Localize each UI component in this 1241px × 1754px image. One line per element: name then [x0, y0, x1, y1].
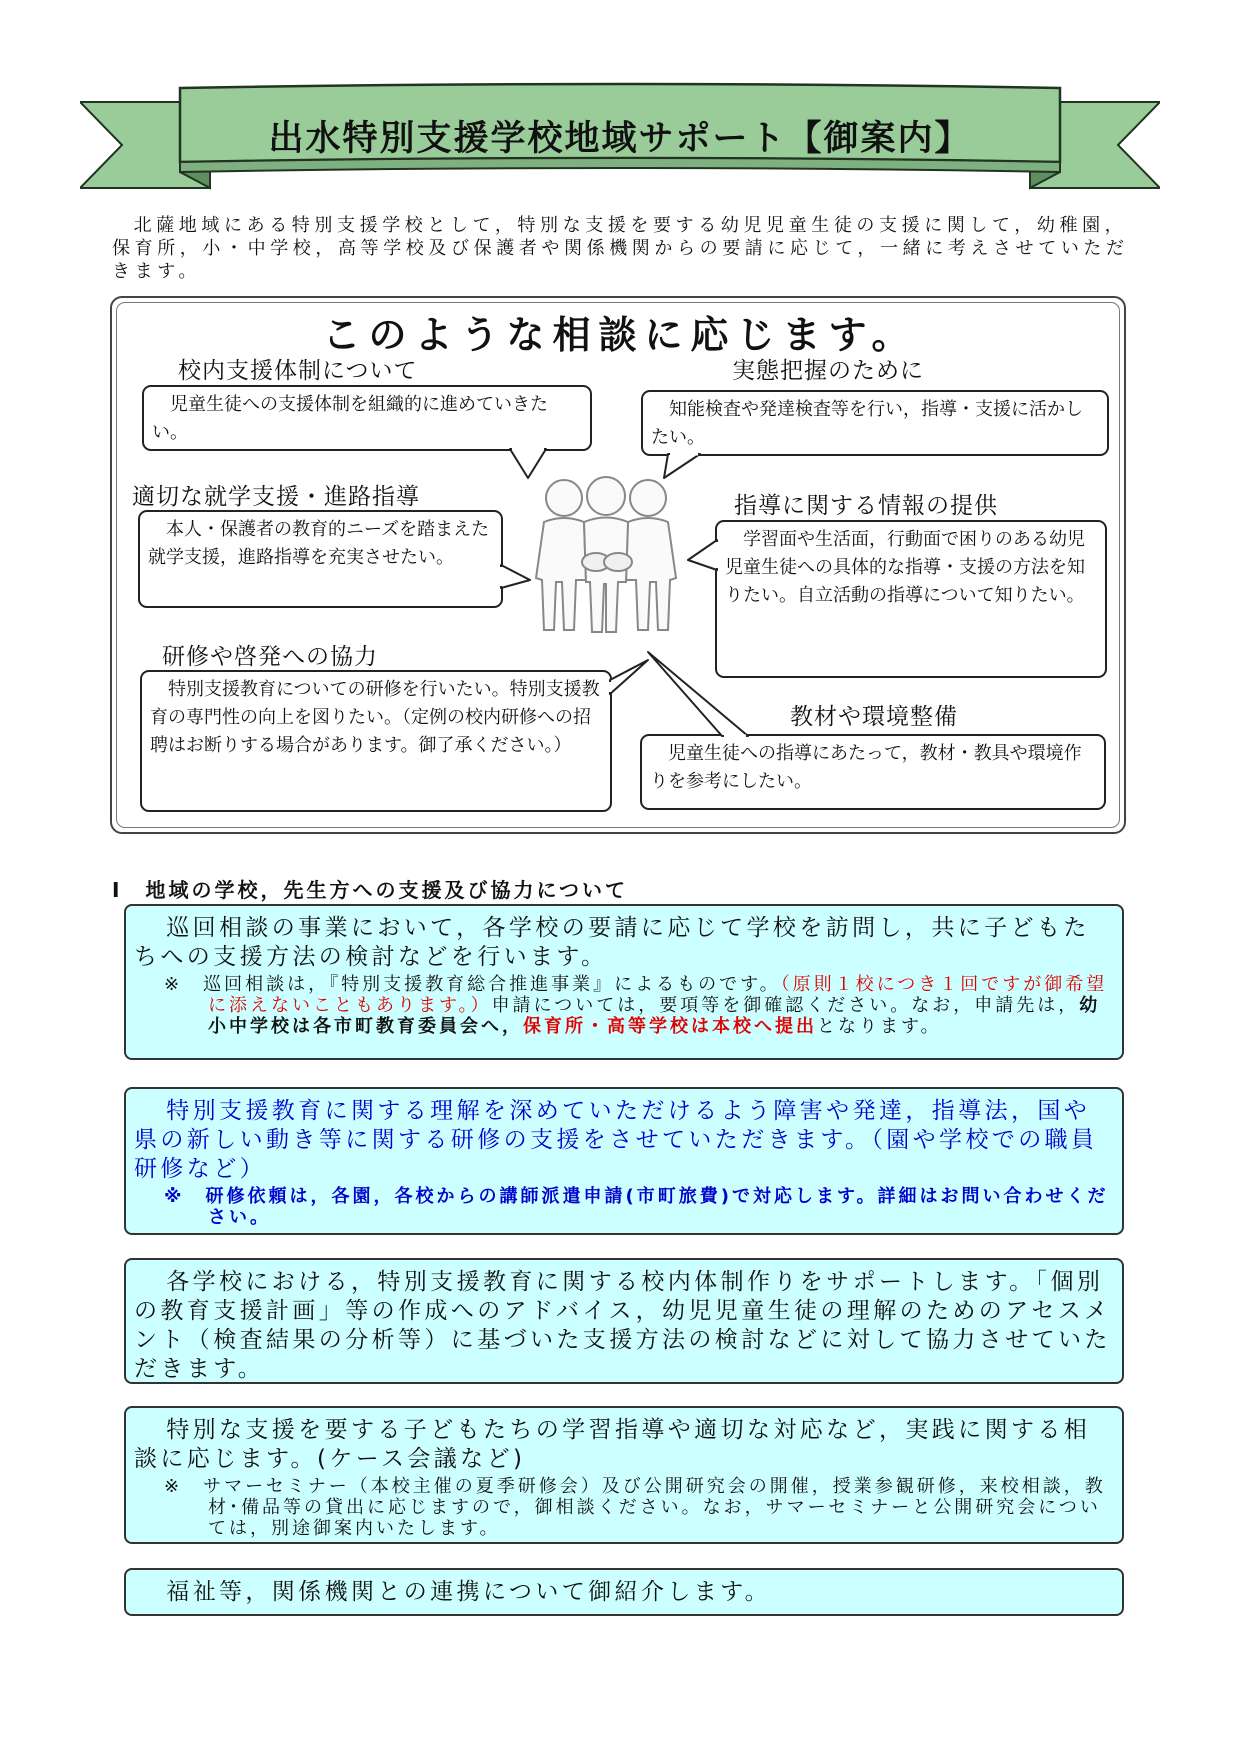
- topic-title-assessment: 実態把握のために: [732, 358, 924, 384]
- note-text: サマーセミナー（本校主催の夏季研修会）及び公開研究会の開催，授業参観研修，来校相談，教材･備品等の貸出に応じますので，御相談ください。なお，サマーセミナーと公開研究会については，別途御案内いたします。: [203, 1476, 1106, 1539]
- people-holding-hands-icon: [526, 470, 686, 640]
- box-note: [164, 974, 1114, 1037]
- note-mark: ※: [164, 1476, 183, 1497]
- page-title: 出水特別支援学校地域サポート【御案内】: [268, 119, 972, 159]
- consult-heading: このような相談に応じます。: [322, 313, 918, 357]
- topic-title-materials: 教材や環境整備: [790, 704, 958, 730]
- box-main-text: 各学校における，特別支援教育に関する校内体制作りをサポートします。「個別の教育支援計画」等の作成へのアドバイス，幼児児童生徒の理解のためのアセスメント（検査結果の分析等）に基づいた支援方法の検討などに対して協力させていただきます。: [134, 1269, 1111, 1382]
- note-mark: ※: [164, 974, 183, 995]
- topic-title-enrollment: 適切な就学支援・進路指導: [132, 484, 420, 510]
- note-text-red: （原則１校につき１回ですが御希望に添えないこともあります。）: [208, 974, 1108, 1016]
- box-main-text: 福祉等，関係機関との連携について御紹介します。: [166, 1579, 772, 1605]
- note-text-red-bold: 保育所・高等学校は本校へ提出: [523, 1016, 817, 1037]
- info-box-school-system: [124, 1258, 1124, 1384]
- topic-bubble-support-system: 児童生徒への支援体制を組織的に進めていきたい。: [142, 385, 592, 451]
- info-box-practice: [124, 1406, 1124, 1544]
- topic-bubble-assessment: 知能検査や発達検査等を行い，指導・支援に活かしたい。: [641, 390, 1109, 456]
- note-text-c: となります。: [817, 1016, 942, 1037]
- box-main-text: 特別支援教育に関する理解を深めていただけるよう障害や発達，指導法，国や県の新しい動き等に関する研修の支援をさせていただきます。（園や学校での職員研修など）: [134, 1098, 1098, 1182]
- box-main-text: 巡回相談の事業において，各学校の要請に応じて学校を訪問し，共に子どもたちへの支援方法の検討などを行います。: [134, 915, 1090, 970]
- topic-bubble-materials: 児童生徒への指導にあたって，教材・教具や環境作りを参考にしたい。: [640, 734, 1106, 810]
- note-text-a: 巡回相談は，『特別支援教育総合推進事業』によるものです。: [203, 974, 781, 995]
- topic-title-training: 研修や啓発への協力: [162, 644, 378, 670]
- note-mark: ※: [164, 1186, 185, 1207]
- note-text-bold: 幼小中学校は各市町教育委員会へ，: [208, 995, 1101, 1037]
- topic-title-guidance-info: 指導に関する情報の提供: [734, 493, 998, 519]
- topic-bubble-training: 特別支援教育についての研修を行いたい。特別支援教育の専門性の向上を図りたい。（定例の校内研修への招聘はお断りする場合があります。御了承ください。）: [140, 670, 612, 812]
- note-text: 研修依頼は，各園，各校からの講師派遣申請(市町旅費)で対応します。詳細はお問い合わせください。: [205, 1186, 1109, 1228]
- topic-bubble-enrollment: 本人・保護者の教育的ニーズを踏まえた就学支援，進路指導を充実させたい。: [138, 510, 503, 608]
- info-box-welfare: [124, 1568, 1124, 1616]
- note-text-b: 申請については，要項等を御確認ください。なお，申請先は，: [491, 995, 1080, 1016]
- intro-text: 北薩地域にある特別支援学校として，特別な支援を要する幼児児童生徒の支援に関して，幼稚園，保育所，小・中学校，高等学校及び保護者や関係機関からの要請に応じて，一緒に考えさせていただきます。: [112, 215, 1129, 282]
- box-note: [164, 1186, 1114, 1228]
- info-box-visiting: [124, 904, 1124, 1060]
- section-title: Ⅰ 地域の学校，先生方への支援及び協力について: [112, 878, 629, 902]
- topic-bubble-guidance-info: 学習面や生活面，行動面で困りのある幼児児童生徒への具体的な指導・支援の方法を知りたい。自立活動の指導について知りたい。: [715, 520, 1107, 678]
- box-main-text: 特別な支援を要する子どもたちの学習指導や適切な対応など，実践に関する相談に応じます。(ケース会議など): [134, 1417, 1091, 1472]
- box-note: [164, 1476, 1114, 1539]
- info-box-training: [124, 1087, 1124, 1235]
- topic-title-support-system: 校内支援体制について: [178, 358, 418, 384]
